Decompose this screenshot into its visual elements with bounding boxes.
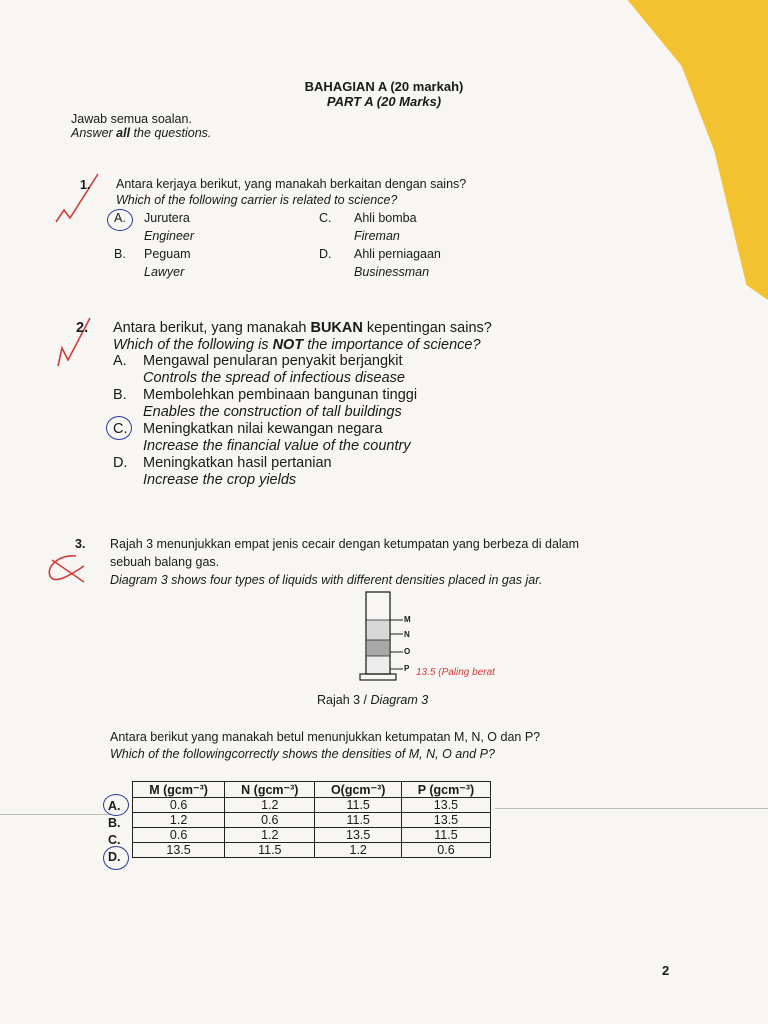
diagram-label-m: M <box>404 615 411 624</box>
scan-line-left <box>0 814 110 815</box>
table-header-row <box>133 782 491 798</box>
section-subtitle: PART A (20 Marks) <box>326 94 442 109</box>
q3-text-malay-2: sebuah balang gas. <box>110 555 220 569</box>
q2-option-d-malay: Meningkatkan hasil pertanian <box>143 455 332 471</box>
scan-line-right <box>495 808 768 809</box>
table-header: P (gcm⁻³) <box>401 782 490 798</box>
q2-option-a-malay: Mengawal penularan penyakit berjangkit <box>143 353 403 369</box>
q2-option-b-english: Enables the construction of tall buildings <box>143 404 402 420</box>
handwritten-note-q3: 13.5 (Paling berat <box>416 667 495 678</box>
table-row <box>133 843 491 858</box>
table-row <box>133 828 491 843</box>
q3-number: 3. <box>75 537 86 551</box>
instruction-malay: Jawab semua soalan. <box>71 112 192 126</box>
diagram-label-n: N <box>404 630 410 639</box>
table-header: O(gcm⁻³) <box>315 782 401 798</box>
q3-text-english: Diagram 3 shows four types of liquids with different densities placed in gas jar. <box>110 573 543 587</box>
table-cell: 11.5 <box>401 828 490 843</box>
table-row <box>133 813 491 828</box>
table-cell: 1.2 <box>133 813 225 828</box>
table-cell: 1.2 <box>315 843 401 858</box>
q2-option-d-english: Increase the crop yields <box>143 472 297 488</box>
q1-number: 1. <box>80 178 91 192</box>
table-header: M (gcm⁻³) <box>133 782 225 798</box>
yellow-paper-corner <box>588 0 768 300</box>
q2-text-english: Which of the following is NOT the importance of science? <box>113 337 481 353</box>
table-cell: 1.2 <box>225 828 315 843</box>
q3-row-d-letter: D. <box>108 850 121 864</box>
density-table <box>132 781 491 858</box>
table-cell: 13.5 <box>315 828 401 843</box>
q2-option-a-english: Controls the spread of infectious disease <box>143 370 405 386</box>
table-cell: 0.6 <box>401 843 490 858</box>
q2-option-b-letter: B. <box>113 387 127 403</box>
cross-mark-q3 <box>40 548 90 588</box>
q2-option-d-letter: D. <box>113 455 128 471</box>
table-cell: 11.5 <box>315 813 401 828</box>
q1-option-d-malay: Ahli perniagaan <box>354 247 441 261</box>
table-cell: 11.5 <box>315 798 401 813</box>
q2-text-malay: Antara berikut, yang manakah BUKAN kepentingan sains? <box>113 320 492 336</box>
diagram-label-p: P <box>404 664 410 673</box>
q1-option-a-english: Engineer <box>144 229 195 243</box>
q1-option-b-letter: B. <box>114 247 126 261</box>
table-cell: 1.2 <box>225 798 315 813</box>
page-number: 2 <box>662 963 670 978</box>
q2-option-c-english: Increase the financial value of the country <box>143 438 411 454</box>
q1-text-english: Which of the following carrier is related to science? <box>116 193 398 207</box>
table-cell: 11.5 <box>225 843 315 858</box>
table-cell: 0.6 <box>133 828 225 843</box>
q1-option-d-english: Businessman <box>354 265 430 279</box>
q3-row-c-letter: C. <box>108 833 121 847</box>
q2-option-a-letter: A. <box>113 353 127 369</box>
section-title: BAHAGIAN A (20 markah) <box>304 79 464 94</box>
table-cell: 13.5 <box>401 798 490 813</box>
table-cell: 13.5 <box>133 843 225 858</box>
q1-option-c-english: Fireman <box>354 229 400 243</box>
table-cell: 0.6 <box>133 798 225 813</box>
table-cell: 0.6 <box>225 813 315 828</box>
q1-option-c-malay: Ahli bomba <box>354 211 417 225</box>
q1-option-d-letter: D. <box>319 247 332 261</box>
q2-option-c-malay: Meningkatkan nilai kewangan negara <box>143 421 383 437</box>
q1-option-b-english: Lawyer <box>144 265 185 279</box>
table-cell: 13.5 <box>401 813 490 828</box>
q2-number: 2. <box>76 320 89 336</box>
table-row <box>133 798 491 813</box>
q3-text-malay-1: Rajah 3 menunjukkan empat jenis cecair dengan ketumpatan yang berbeza di dalam <box>110 537 580 551</box>
q2-option-c-letter: C. <box>113 421 128 437</box>
q1-option-a-letter: A. <box>114 211 126 225</box>
q3-row-b-letter: B. <box>108 816 121 830</box>
table-header: N (gcm⁻³) <box>225 782 315 798</box>
instruction-english: Answer all the questions. <box>71 126 212 140</box>
q1-text-malay: Antara kerjaya berikut, yang manakah berkaitan dengan sains? <box>116 177 467 191</box>
q1-option-b-malay: Peguam <box>144 247 191 261</box>
q2-option-b-malay: Membolehkan pembinaan bangunan tinggi <box>143 387 418 403</box>
diagram-caption: Rajah 3 / Diagram 3 <box>317 693 429 707</box>
q3-row-a-letter: A. <box>108 799 121 813</box>
q1-option-a-malay: Jurutera <box>144 211 190 225</box>
q3-question-english: Which of the followingcorrectly shows the densities of M, N, O and P? <box>110 747 495 761</box>
q1-option-c-letter: C. <box>319 211 332 225</box>
q3-question-malay: Antara berikut yang manakah betul menunjukkan ketumpatan M, N, O dan P? <box>110 730 541 744</box>
diagram-label-o: O <box>404 647 411 656</box>
